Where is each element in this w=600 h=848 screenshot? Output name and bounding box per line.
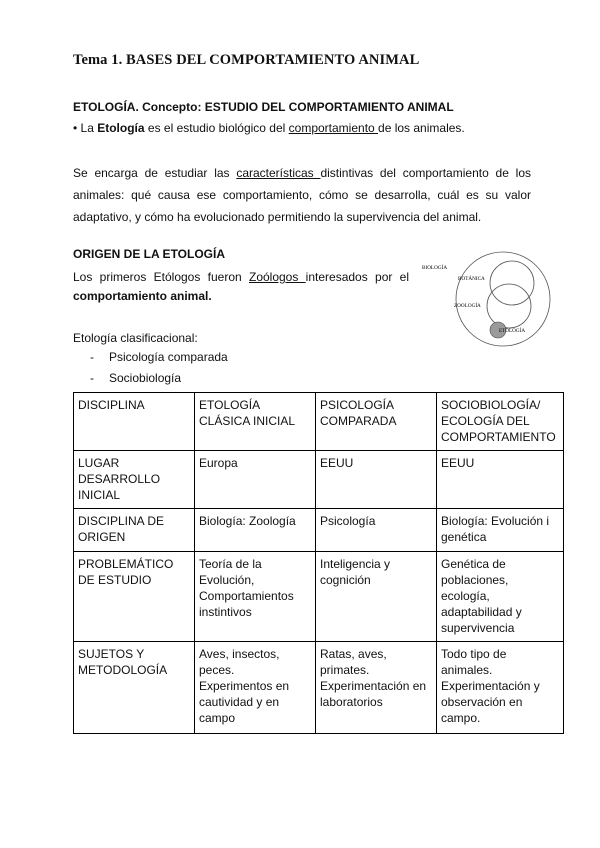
bullet-underlined-term: comportamiento [288,121,379,135]
bullet-prefix: • La [73,121,98,135]
origin-heading: ORIGEN DE LA ETOLOGÍA [73,247,226,261]
table-cell: Teoría de la Evolución, Comportamientos instintivos [195,552,316,642]
origin-prefix: Los primeros Etólogos fueron [73,270,249,284]
table-cell: LUGAR DESARROLLO INICIAL [74,451,195,509]
table-cell: Psicología [316,509,437,552]
list-dash: - [90,350,94,364]
table-cell: Inteligencia y cognición [316,552,437,642]
diagram-label-botany: BOTÁNICA [458,276,485,282]
table-header-row [74,393,564,451]
table-cell: Aves, insectos, peces. Experimentos en cautividad y en campo [195,642,316,734]
table-row [74,552,564,642]
classification-item-2 [90,371,181,386]
table-cell: Ratas, aves, primates. Experimentación en laboratorios [316,642,437,734]
origin-suffix: interesados por el [305,270,410,284]
concept-heading: ETOLOGÍA. Concepto: ESTUDIO DEL COMPORTAMIENTO ANIMAL [73,100,454,114]
diagram-label-zoology: ZOOLOGÍA [454,303,481,309]
origin-underlined: Zoólogos [248,270,306,284]
classification-item-label: Sociobiología [109,371,182,385]
paragraph-prefix: Se encarga de estudiar las [73,166,237,180]
bullet-end: de los animales. [378,121,465,135]
classification-item-1 [90,350,228,365]
zoology-circle [487,284,531,328]
table-cell: EEUU [316,451,437,509]
botany-circle [490,261,534,305]
table-row [74,451,564,509]
table-cell: Todo tipo de animales. Experimentación y observación en campo. [437,642,564,734]
document-title: Tema 1. BASES DEL COMPORTAMIENTO ANIMAL [73,52,420,68]
origin-bold-text: comportamiento animal. [73,289,212,303]
table-header-cell: PSICOLOGÍA COMPARADA [316,393,437,451]
table-cell: Europa [195,451,316,509]
classification-heading: Etología clasificacional: [73,331,198,345]
table-cell: DISCIPLINA DE ORIGEN [74,509,195,552]
table-cell: Genética de poblaciones, ecología, adaptabilidad y supervivencia [437,552,564,642]
table-header-cell: DISCIPLINA [74,393,195,451]
origin-text-line1 [73,266,409,288]
concept-bullet [73,121,465,136]
bullet-bold-term: Etología [97,121,145,135]
table-row [74,642,564,734]
table-cell: Biología: Evolución i genética [437,509,564,552]
table-cell: EEUU [437,451,564,509]
bullet-mid: es el estudio biológico del [144,121,289,135]
table-row [74,509,564,552]
description-paragraph [73,162,531,228]
diagram-label-biology: BIOLOGÍA [422,265,448,271]
list-dash: - [90,371,94,385]
table-cell: Biología: Zoología [195,509,316,552]
table-header-cell: SOCIOBIOLOGÍA/ ECOLOGÍA DEL COMPORTAMIENTO [437,393,564,451]
table-cell: SUJETOS Y METODOLOGÍA [74,642,195,734]
diagram-label-ethology: ETOLOGÍA [499,328,526,334]
classification-item-label: Psicología comparada [109,350,228,364]
paragraph-rest: distintivas del comportamiento de los animales: qué causa ese comportamiento, cómo se desarrolla, cuál es su valor adaptativo, y cómo ha evolucionado permitiendo la supervivencia del animal. [73,166,531,224]
disciplines-diagram [420,251,552,349]
disciplines-table [73,392,564,734]
paragraph-underlined: características [236,166,321,180]
table-cell: PROBLEMÁTICO DE ESTUDIO [74,552,195,642]
table-header-cell: ETOLOGÍA CLÁSICA INICIAL [195,393,316,451]
